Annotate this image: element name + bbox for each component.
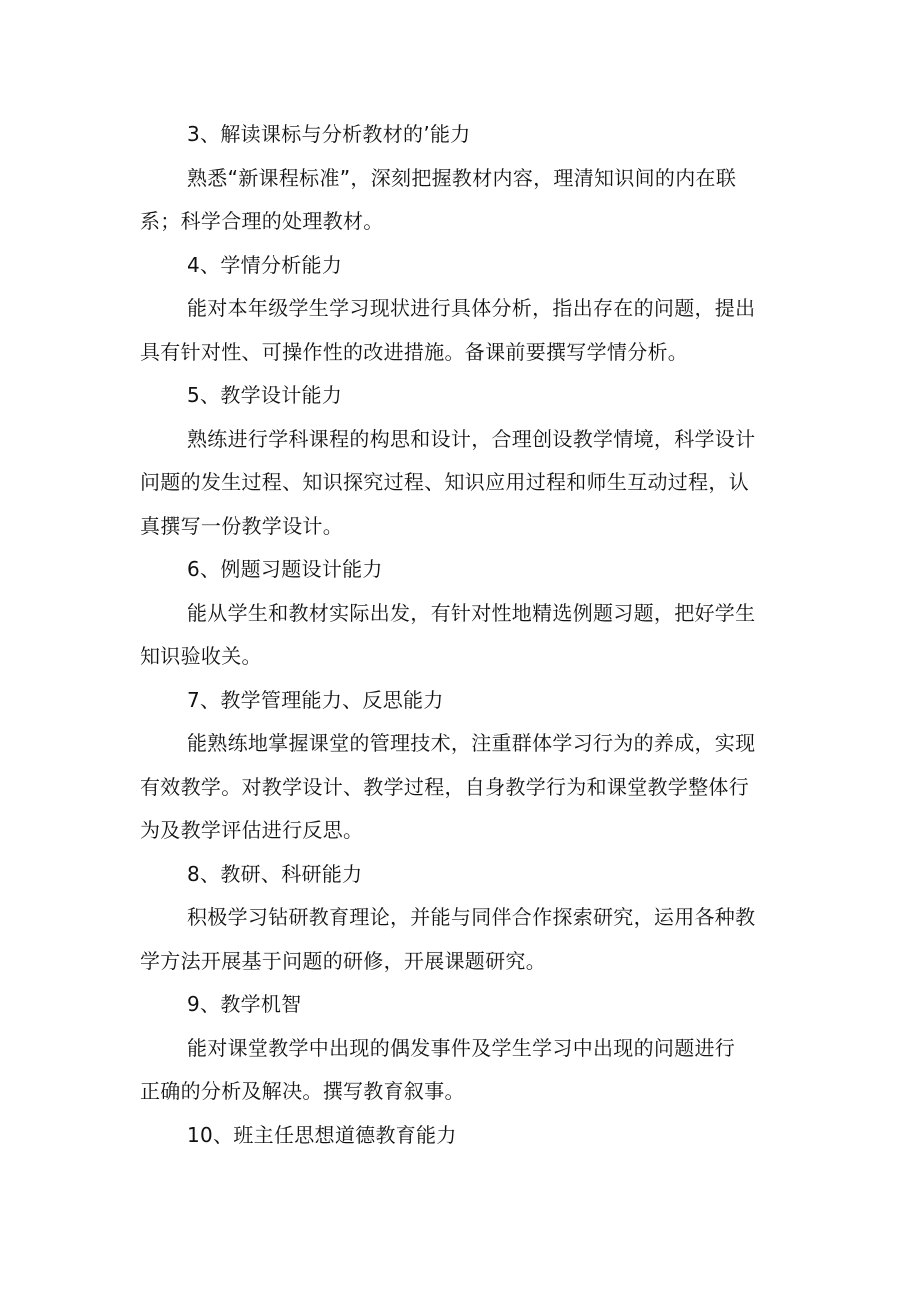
text-line: 系；科学合理的处理教材。 [140, 209, 384, 233]
text-line: 7、教学管理能力、反思能力 [187, 687, 444, 712]
text-line: 有效教学。对教学设计、教学过程，自身教学行为和课堂教学整体行 [140, 774, 749, 799]
text-line: 为及教学评估进行反思。 [140, 818, 364, 842]
text-line: 熟悉“新课程标准”，深刻把握教材内容，理清知识间的内在联 [187, 165, 737, 190]
text-line: 10、班主任思想道德教育能力 [187, 1122, 457, 1147]
text-line: 知识验收关。 [140, 644, 262, 668]
text-line: 问题的发生过程、知识探究过程、知识应用过程和师生互动过程，认 [140, 470, 749, 494]
text-line: 熟练进行学科课程的构思和设计，合理创设教学情境，科学设计 [187, 426, 756, 451]
text-line: 真撰写一份教学设计。 [140, 513, 343, 538]
text-line: 8、教研、科研能力 [187, 861, 363, 886]
text-line: 5、教学设计能力 [187, 383, 343, 407]
text-line: 能从学生和教材实际出发，有针对性地精选例题习题，把好学生 [187, 600, 756, 625]
text-line: 4、学情分析能力 [187, 252, 343, 277]
text-line: 能熟练地掌握课堂的管理技术，注重群体学习行为的养成，实现 [187, 731, 756, 755]
text-line: 具有针对性、可操作性的改进措施。备课前要撰写学情分析。 [140, 339, 689, 364]
text-line: 学方法开展基于问题的研修，开展课题研究。 [140, 948, 546, 973]
text-line: 积极学习钻研教育理论，并能与同伴合作探索研究，运用各种教 [187, 905, 756, 929]
text-line: 9、教学机智 [187, 992, 302, 1016]
text-line: 3、解读课标与分析教材的’能力 [187, 122, 471, 146]
text-line: 能对本年级学生学习现状进行具体分析，指出存在的问题，提出 [187, 296, 756, 320]
document-body [140, 113, 785, 1157]
text-line: 能对课堂教学中出现的偶发事件及学生学习中出现的问题进行 [187, 1035, 736, 1060]
text-line: 正确的分析及解决。撰写教育叙事。 [140, 1079, 465, 1103]
text-line: 6、例题习题设计能力 [187, 557, 383, 581]
